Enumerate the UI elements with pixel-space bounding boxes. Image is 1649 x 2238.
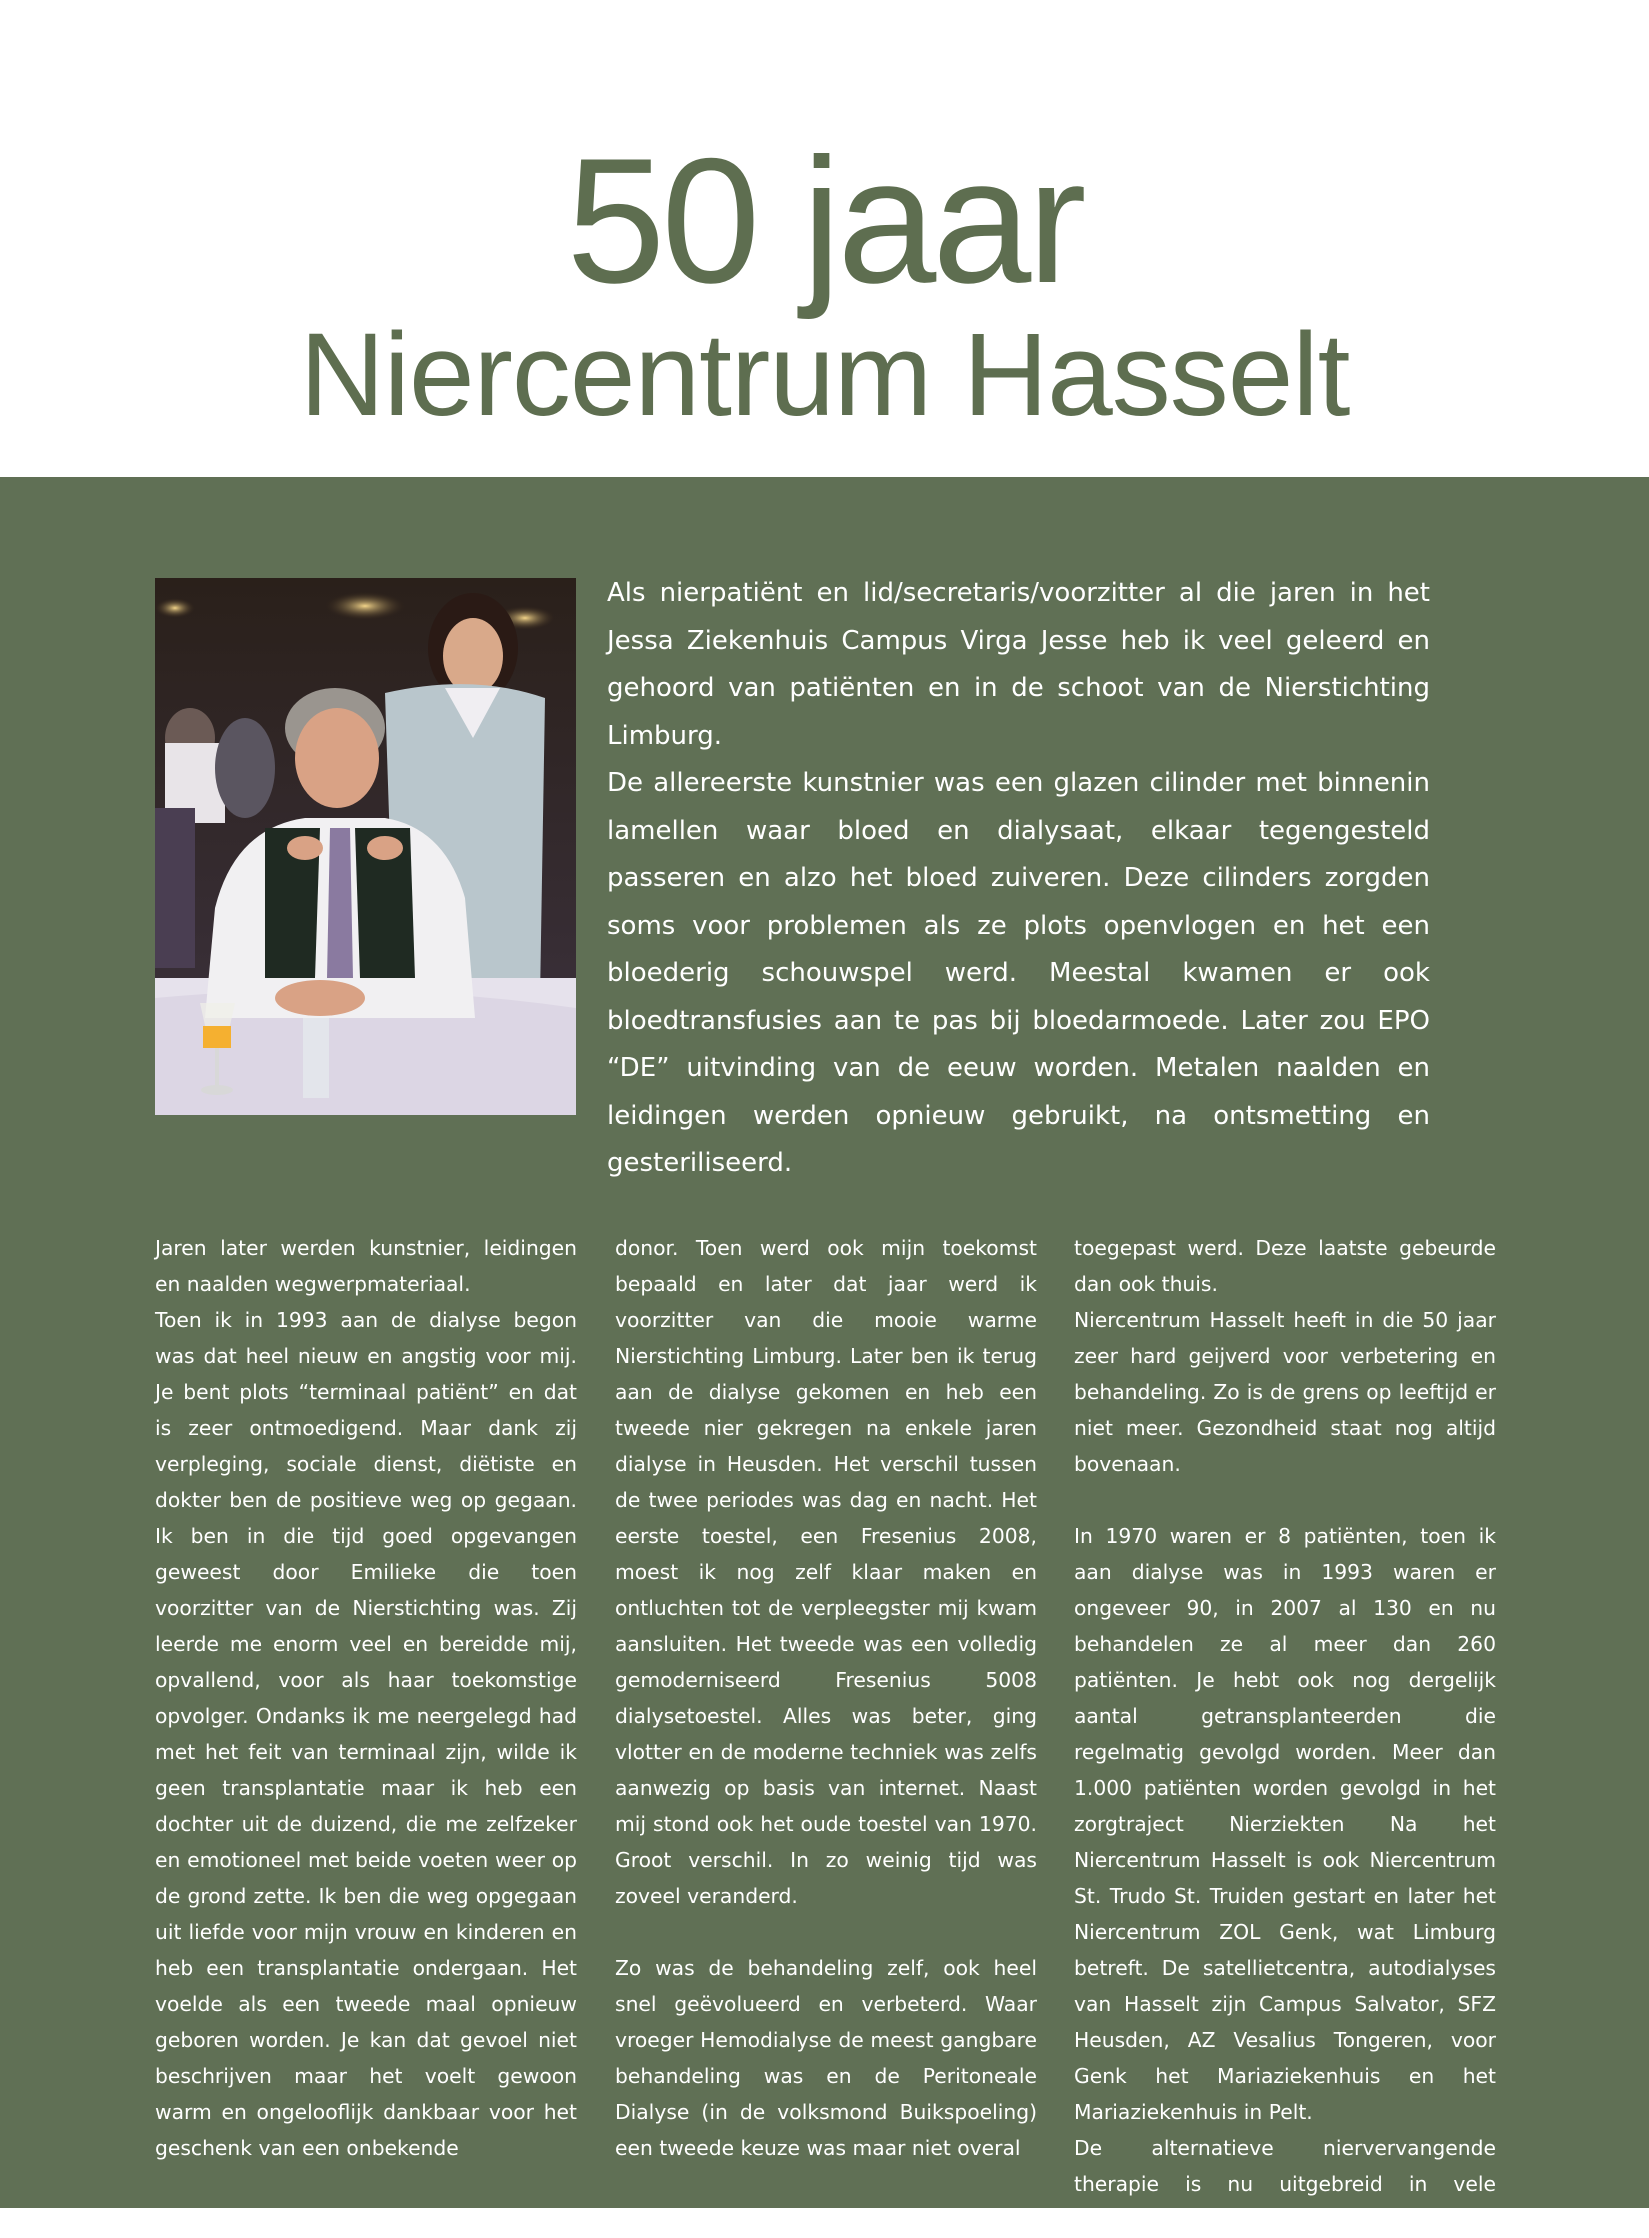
column-paragraph: Jaren later werden kunstnier, leidingen en naalden wegwerpmateriaal. — [155, 1236, 577, 1296]
paragraph-spacer — [615, 1914, 1037, 1950]
column-paragraph: In 1970 waren er 8 patiënten, toen ik aan dialyse was in 1993 waren er ongeveer 90, in 2007 al 130 en nu behandelen ze al meer dan 260 patiënten. Je hebt ook nog dergelijk aantal getransplanteerden die regelmatig gevolgd worden. Meer dan 1.000 patiënten worden gevolgd in het zorgtraject Nierziekten Na het Niercentrum Hasselt is ook Niercentrum St. Trudo St. Truiden gestart en later het Niercentrum ZOL Genk, wat Limburg betreft. De satellietcentra, autodialyses van Hasselt zijn Campus Salvator, SFZ Heusden, AZ Vesalius Tongeren, voor Genk het Mariaziekenhuis en het Mariaziekenhuis in Pelt. — [1074, 1524, 1496, 2124]
intro-paragraph: Als nierpatiënt en lid/secretaris/voorzitter al die jaren in het Jessa Ziekenhuis Campus Virga Jesse heb ik veel geleerd en gehoord van patiënten en in de schoot van de Nierstichting Limburg. — [607, 578, 1430, 751]
column-paragraph: De alternatieve niervervangende therapie is nu uitgebreid in vele aspecten. — [1074, 2136, 1496, 2232]
paragraph-spacer — [1074, 1482, 1496, 1518]
column-paragraph: toegepast werd. Deze laatste gebeurde dan ook thuis. — [1074, 1236, 1496, 1296]
text-column-3 — [1074, 1230, 1496, 2238]
couple-photo-illustration — [155, 578, 576, 1115]
text-column-1 — [155, 1230, 577, 2166]
page-title: Niercentrum Hasselt — [299, 309, 1350, 441]
intro-paragraph: De allereerste kunstnier was een glazen cilinder met binnenin lamellen waar bloed en dialysaat, elkaar tegengesteld passeren en alzo het bloed zuiveren. Deze cilinders zorgden soms voor problemen als ze plots openvlogen en het een bloederig schouwspel werd. Meestal kwamen er ook bloedtransfusies aan te pas bij bloedarmoede. Later zou EPO “DE” uitvinding van de eeuw worden. Metalen naalden en leidingen werden opnieuw gebruikt, na ontsmetting en gesteriliseerd. — [607, 768, 1430, 1178]
intro-text — [607, 570, 1430, 1188]
column-paragraph: Zo was de behandeling zelf, ook heel snel geëvolueerd en verbeterd. Waar vroeger Hemodialyse de meest gangbare behandeling was en de Peritoneale Dialyse (in de volksmond Buikspoeling) een tweede keuze was maar niet overal — [615, 1956, 1037, 2160]
page-title-year: 50 jaar — [566, 121, 1083, 320]
column-paragraph: Toen ik in 1993 aan de dialyse begon was dat heel nieuw en angstig voor mij. Je bent plots “terminaal patiënt” en dat is zeer ontmoedigend. Maar dank zij verpleging, sociale dienst, diëtiste en dokter ben de positieve weg op gegaan. Ik ben in die tijd goed opgevangen geweest door Emilieke die toen voorzitter van de Nierstichting was. Zij leerde me enorm veel en bereidde mij, opvallend, voor als haar toekomstige opvolger. Ondanks ik me neergelegd had met het feit van terminaal zijn, wilde ik geen transplantatie maar ik heb een dochter uit de duizend, die me zelfzeker en emotioneel met beide voeten weer op de grond zette. Ik ben die weg opgegaan uit liefde voor mijn vrouw en kinderen en heb een transplantatie ondergaan. Het voelde als een tweede maal opnieuw geboren worden. Je kan dat gevoel niet beschrijven maar het voelt gewoon warm en ongelooflijk dankbaar voor het geschenk van een onbekende — [155, 1308, 577, 2160]
couple-photo — [155, 578, 576, 1115]
column-paragraph: Niercentrum Hasselt heeft in die 50 jaar zeer hard geijverd voor verbetering en behandeling. Zo is de grens op leeftijd er niet meer. Gezondheid staat nog altijd bovenaan. — [1074, 1308, 1496, 1476]
text-column-2 — [615, 1230, 1037, 2166]
title-block — [0, 0, 1649, 477]
column-paragraph: donor. Toen werd ook mijn toekomst bepaald en later dat jaar werd ik voorzitter van die mooie warme Nierstichting Limburg. Later ben ik terug aan de dialyse gekomen en heb een tweede nier gekregen na enkele jaren dialyse in Heusden. Het verschil tussen de twee periodes was dag en nacht. Het eerste toestel, een Fresenius 2008, moest ik nog zelf klaar maken en ontluchten tot de verpleegster mij kwam aansluiten. Het tweede was een volledig gemoderniseerd Fresenius 5008 dialysetoestel. Alles was beter, ging vlotter en de moderne techniek was zelfs aanwezig op basis van internet. Naast mij stond ook het oude toestel van 1970. Groot verschil. In zo weinig tijd was zoveel veranderd. — [615, 1236, 1037, 1908]
